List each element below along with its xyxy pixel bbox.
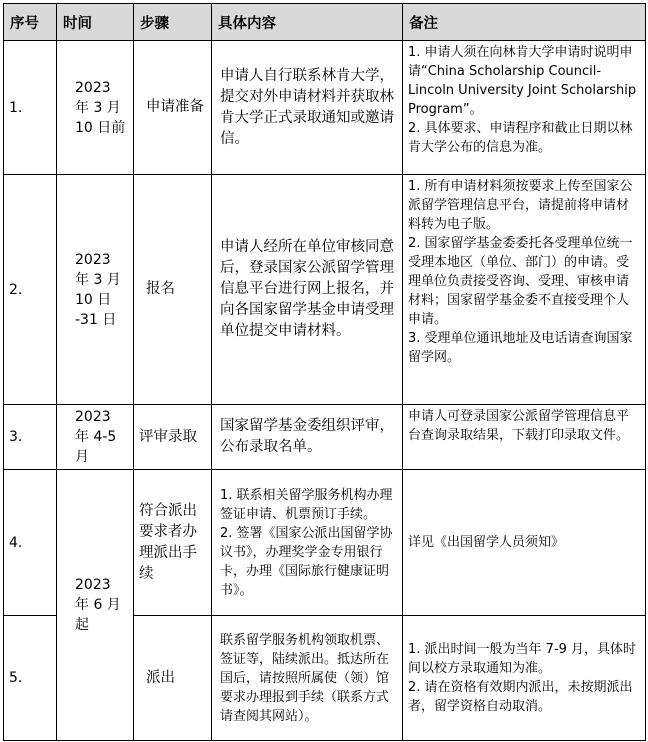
note-item: 1. 申请人须在向林肯大学申请时说明申请“China Scholarship Council- Lincoln University Joint Scholarship Program”。	[408, 45, 637, 117]
row-notes	[403, 175, 646, 405]
header-time: 时间	[57, 4, 134, 41]
note-item: 2. 具体要求、申请程序和截止日期以林肯大学公布的信息为准。	[408, 121, 633, 155]
note-item: 申请人可登录国家公派留学管理信息平台查询录取结果，下载打印录取文件。	[408, 409, 630, 443]
row-content	[212, 470, 403, 616]
row-step: 报名	[134, 175, 212, 405]
row-notes	[403, 41, 646, 175]
row-step: 申请准备	[134, 41, 212, 175]
row-notes	[403, 470, 646, 616]
row-content: 申请人经所在单位审核同意后，登录国家公派留学管理信息平台进行网上报名，并向各国家留学基金申请受理单位提交申请材料。	[212, 175, 403, 405]
row-step: 符合派出要求者办理派出手续	[134, 470, 212, 616]
note-item: 1. 所有申请材料须按要求上传至国家公派留学管理信息平台，请提前将申请材料转为电子版。	[408, 179, 633, 232]
table-row	[4, 175, 646, 405]
content-item: 1. 联系相关留学服务机构办理签证申请、机票预订手续。	[220, 487, 393, 522]
header-notes: 备注	[403, 4, 646, 41]
note-item: 2. 请在资格有效期内派出，未按期派出者，留学资格自动取消。	[408, 680, 633, 714]
row-content: 联系留学服务机构领取机票、签证等，陆续派出。抵达所在国后，请按照所属使（领）馆要求办理报到手续（联系方式请查阅其网站）。	[212, 616, 403, 741]
row-number: 4.	[4, 470, 57, 616]
row-time: 2023 年 3 月 10 日前	[57, 41, 134, 175]
content-item: 2. 签署《国家公派出国留学协议书》，办理奖学金专用银行卡，办理《国际旅行健康证明书》。	[220, 525, 393, 598]
table-row	[4, 405, 646, 470]
table-header-row	[4, 4, 646, 41]
row-content: 国家留学基金委组织评审，公布录取名单。	[212, 405, 403, 470]
row-step: 派出	[134, 616, 212, 741]
row-number: 1.	[4, 41, 57, 175]
header-content: 具体内容	[212, 4, 403, 41]
row-notes	[403, 405, 646, 470]
row-number: 2.	[4, 175, 57, 405]
row-time: 2023 年 6 月起	[57, 470, 134, 741]
note-item: 1. 派出时间一般为当年 7-9 月，具体时间以校方录取通知为准。	[408, 642, 637, 676]
row-time: 2023 年 4-5 月	[57, 405, 134, 470]
note-item: 2. 国家留学基金委委托各受理单位统一受理本地区（单位、部门）的申请。受理单位负责接受咨询、受理、审核申请材料；国家留学基金委不直接受理个人申请。	[408, 236, 633, 327]
note-item: 详见《出国留学人员须知》	[408, 535, 565, 550]
table-row	[4, 41, 646, 175]
row-notes	[403, 616, 646, 741]
row-number: 5.	[4, 616, 57, 741]
row-time: 2023 年 3 月 10 日 -31 日	[57, 175, 134, 405]
row-number: 3.	[4, 405, 57, 470]
table-row	[4, 470, 646, 616]
header-no: 序号	[4, 4, 57, 41]
note-item: 3. 受理单位通讯地址及电话请查询国家留学网。	[408, 331, 633, 365]
row-content: 申请人自行联系林肯大学，提交对外申请材料并获取林肯大学正式录取通知或邀请信。	[212, 41, 403, 175]
header-step: 步骤	[134, 4, 212, 41]
scholarship-schedule-table	[3, 3, 646, 741]
row-step: 评审录取	[134, 405, 212, 470]
